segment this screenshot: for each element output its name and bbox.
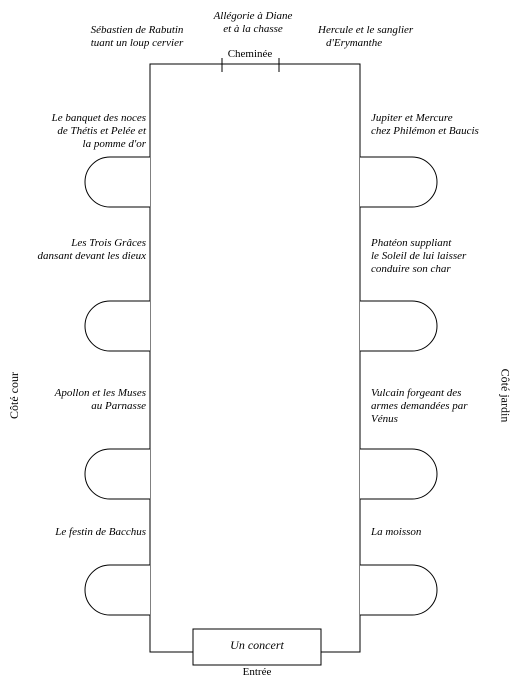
room-outline — [150, 64, 360, 652]
top-left-painting: Sébastien de Rabutin tuant un loup cervier — [90, 24, 184, 49]
left-painting-1: Le banquet des noces de Thétis et Pelée et la pomme d'or — [51, 112, 146, 150]
top-right-painting: Hercule et le sanglier d'Erymanthe — [318, 24, 414, 49]
right-side-label: Côté jardin — [498, 368, 513, 423]
left-bay-3 — [85, 449, 150, 499]
left-bay-1 — [85, 157, 150, 207]
entrance-painting: Un concert — [230, 638, 284, 652]
right-painting-4: La moisson — [371, 526, 422, 538]
right-bay-1 — [360, 157, 437, 207]
left-bay-2 — [85, 301, 150, 351]
chimney-label: Cheminée — [227, 48, 273, 60]
left-painting-2: Les Trois Grâces dansant devant les dieux — [37, 237, 146, 262]
right-bay-4 — [360, 565, 437, 615]
top-center-painting: Allégorie à Diane et à la chasse — [213, 10, 293, 35]
right-bay-2 — [360, 301, 437, 351]
left-side-label: Côté cour — [7, 372, 21, 419]
left-bay-4 — [85, 565, 150, 615]
right-painting-3: Vulcain forgeant des armes demandées par Vénus — [371, 387, 468, 425]
right-painting-2: Phatéon suppliant le Soleil de lui laisser conduire son char — [371, 237, 467, 275]
entrance-label: Entrée — [242, 666, 272, 678]
left-painting-4: Le festin de Bacchus — [55, 526, 146, 538]
right-painting-1: Jupiter et Mercure chez Philémon et Baucis — [371, 112, 479, 137]
left-painting-3: Apollon et les Muses au Parnasse — [54, 387, 146, 412]
right-bay-3 — [360, 449, 437, 499]
